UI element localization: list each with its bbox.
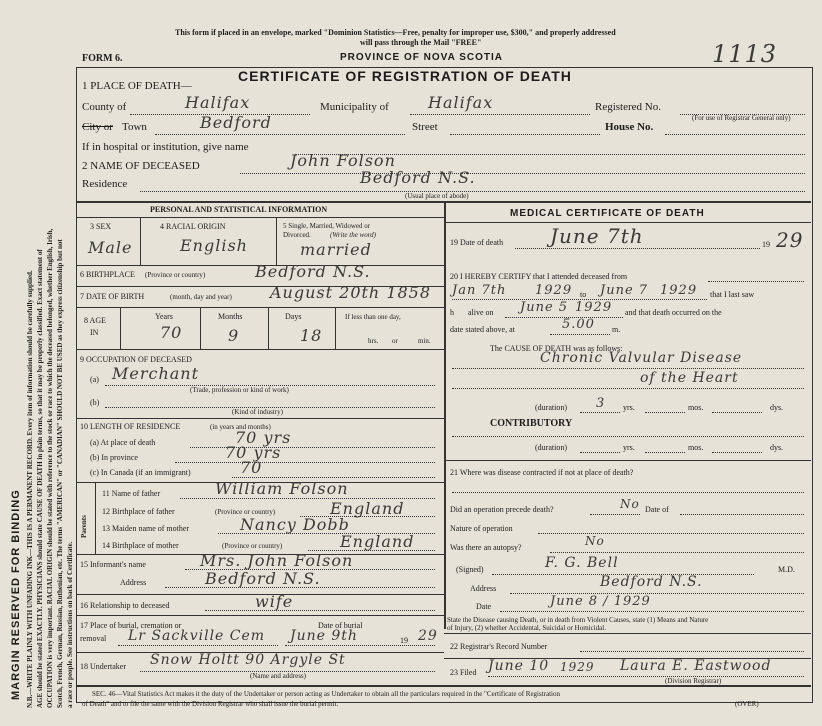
footer-line-2: of Death" and to file the same with the Division Registrar who shall issue the burial permit. bbox=[82, 700, 339, 708]
attended-to-value: June 7 bbox=[600, 283, 649, 298]
father-name-value: William Folson bbox=[215, 479, 349, 498]
town-value: Bedford bbox=[200, 113, 272, 132]
dob-note: (month, day and year) bbox=[170, 293, 232, 301]
undertaker-note: (Name and address) bbox=[250, 672, 306, 680]
mail-notice-line1: This form if placed in an envelope, marked "Dominion Statistics—Free, penalty for improper use, $300," and properly addressed bbox=[175, 28, 616, 37]
father-birth-note: (Province or country) bbox=[215, 508, 276, 516]
alive-pronoun: h bbox=[450, 308, 454, 317]
residence-c-label: (c) In Canada (if an immigrant) bbox=[90, 468, 191, 477]
operation-value: No bbox=[620, 497, 640, 511]
days-value: 18 bbox=[300, 326, 323, 345]
signed-label: (Signed) bbox=[456, 565, 484, 574]
yrs-2-label: yrs. bbox=[623, 443, 635, 452]
father-birth-value: England bbox=[330, 499, 405, 518]
operation-label: Did an operation precede death? bbox=[450, 505, 554, 514]
margin-instructions-line: Scotch, French, German, Russian, Ruthenian, etc. The terms "AMERICAN" or "CANADIAN" SHOULD NOT BE USED as they express citizenship but not bbox=[56, 239, 64, 708]
dob-value: August 20th 1858 bbox=[270, 283, 432, 302]
date-of-burial-label: Date of burial bbox=[318, 621, 363, 630]
yrs-label: yrs. bbox=[623, 403, 635, 412]
street-label: Street bbox=[412, 121, 438, 133]
margin-instructions-line: AGE should be stated EXACTLY. PHYSICIANS should state CAUSE OF DEATH in plain terms, so that it may be properly classified. Exact statement of bbox=[36, 249, 44, 708]
or-label: or bbox=[392, 337, 398, 345]
margin-instructions-line: a race or people. See instructions on back of Certificate. bbox=[66, 541, 74, 708]
margin-instructions-line: N.B.—WRITE PLAINLY WITH UNFADING INK—THIS IS A PERMANENT RECORD. Every item of information should be carefully supplied. bbox=[26, 270, 34, 708]
residence-a-label: (a) At place of death bbox=[90, 438, 156, 447]
parents-label: Parents bbox=[80, 515, 88, 538]
residence-length-note: (in years and months) bbox=[210, 423, 271, 431]
county-value: Halifax bbox=[185, 93, 251, 112]
certify-label: 20 I HEREBY CERTIFY that I attended deceased from bbox=[450, 272, 628, 281]
burial-year-prefix: 19 bbox=[400, 636, 408, 645]
attended-from-value: Jan 7th bbox=[452, 283, 507, 298]
to-label: to bbox=[580, 290, 587, 299]
registrar-record-label: 22 Registrar's Record Number bbox=[450, 642, 548, 651]
date-of-death-value: June 7th bbox=[550, 224, 644, 248]
residence-label: Residence bbox=[82, 178, 128, 190]
md-label: M.D. bbox=[778, 565, 795, 574]
months-label: Months bbox=[218, 312, 243, 321]
mother-birth-label: 14 Birthplace of mother bbox=[102, 541, 179, 550]
years-value: 70 bbox=[160, 323, 183, 342]
deceased-name-value: John Folson bbox=[290, 151, 396, 170]
father-name-label: 11 Name of father bbox=[102, 489, 161, 498]
mos-2-label: mos. bbox=[688, 443, 704, 452]
marital-label: 5 Single, Married, Widowed or bbox=[283, 222, 371, 230]
mother-birth-value: England bbox=[340, 532, 415, 551]
relationship-label: 16 Relationship to deceased bbox=[80, 601, 170, 610]
medical-date-value: June 8 / 1929 bbox=[550, 594, 651, 609]
date-of-death-year-suffix: 29 bbox=[776, 228, 804, 252]
burial-year-suffix: 29 bbox=[418, 628, 438, 644]
attended-to-year: 1929 bbox=[660, 283, 698, 298]
years-label: Years bbox=[155, 312, 173, 321]
occupation-label: 9 OCCUPATION OF DECEASED bbox=[80, 355, 192, 364]
residence-note: (Usual place of abode) bbox=[405, 192, 469, 200]
duration-2-label: (duration) bbox=[535, 443, 567, 452]
occupation-b-note: (Kind of industry) bbox=[232, 408, 283, 416]
nature-operation-label: Nature of operation bbox=[450, 524, 513, 533]
occupation-b: (b) bbox=[90, 398, 100, 407]
province-heading: PROVINCE OF NOVA SCOTIA bbox=[340, 52, 504, 63]
house-no-label: House No. bbox=[605, 121, 654, 133]
county-label: County of bbox=[82, 101, 127, 113]
date-of-death-year-prefix: 19 bbox=[762, 240, 770, 249]
time-of-death-value: 5.00 bbox=[562, 317, 595, 332]
birthplace-value: Bedford N.S. bbox=[255, 262, 371, 281]
cause-label: The CAUSE OF DEATH was as follows: bbox=[490, 344, 623, 353]
less-than-day: If less than one day, bbox=[345, 313, 401, 321]
registered-no-note: (For use of Registrar General only) bbox=[692, 114, 791, 122]
alive-on-year: 1929 bbox=[575, 300, 613, 315]
birthplace-note: (Province or country) bbox=[145, 271, 206, 279]
last-saw-label: that I last saw bbox=[710, 290, 755, 299]
occupation-a: (a) bbox=[90, 375, 99, 384]
deceased-name-label: 2 NAME OF DECEASED bbox=[82, 160, 200, 172]
registrar-signature: Laura E. Eastwood bbox=[620, 658, 772, 674]
personal-heading: PERSONAL AND STATISTICAL INFORMATION bbox=[150, 205, 328, 214]
violent-note-1: State the Disease causing Death, or in death from Violent Causes, state (1) Means and Nature bbox=[447, 616, 709, 624]
occupation-a-note: (Trade, profession or kind of work) bbox=[190, 386, 289, 394]
form-number: FORM 6. bbox=[82, 53, 123, 64]
marital-label-2: Divorced. bbox=[283, 231, 311, 239]
informant-address-label: Address bbox=[120, 578, 147, 587]
margin-instructions-line: OCCUPATION is very important. RACIAL ORIGIN should be stated with reference to the stock or race to which the deceased belonged, whether English, Irish, bbox=[46, 228, 54, 708]
city-label: City or bbox=[82, 121, 113, 133]
autopsy-label: Was there an autopsy? bbox=[450, 543, 522, 552]
death-occurred-label: and that death occurred on the bbox=[625, 308, 722, 317]
violent-note-2: of Injury, (2) whether Accidental, Suicidal or Homicidal. bbox=[447, 624, 606, 632]
months-value: 9 bbox=[228, 326, 240, 345]
racial-value: English bbox=[180, 236, 248, 255]
sex-label: 3 SEX bbox=[90, 222, 112, 231]
margin-reserved-label: MARGIN RESERVED FOR BINDING bbox=[10, 489, 22, 700]
residence-b-value: 70 yrs bbox=[225, 443, 282, 462]
racial-label: 4 RACIAL ORIGIN bbox=[160, 222, 226, 231]
residence-length-label: 10 LENGTH OF RESIDENCE bbox=[80, 422, 181, 431]
municipality-value: Halifax bbox=[428, 93, 494, 112]
filed-label: 23 Filed bbox=[450, 668, 477, 677]
hrs-label: hrs. bbox=[368, 337, 379, 345]
alive-on-value: June 5 bbox=[520, 300, 569, 315]
mother-name-value: Nancy Dobb bbox=[240, 515, 350, 534]
medical-address-value: Bedford N.S. bbox=[600, 574, 703, 590]
mother-name-label: 13 Maiden name of mother bbox=[102, 524, 190, 533]
undertaker-label: 18 Undertaker bbox=[80, 662, 126, 671]
medical-heading: MEDICAL CERTIFICATE OF DEATH bbox=[510, 208, 705, 219]
marital-value: married bbox=[300, 240, 372, 259]
filed-date-value: June 10 bbox=[488, 658, 550, 674]
registered-no-label: Registered No. bbox=[595, 101, 661, 113]
filed-year-value: 1929 bbox=[560, 660, 595, 674]
corner-number: 1113 bbox=[712, 40, 778, 68]
residence-value: Bedford N.S. bbox=[360, 168, 476, 187]
cause-line-2: of the Heart bbox=[640, 370, 739, 386]
duration-years-value: 3 bbox=[596, 396, 606, 411]
undertaker-value: Snow Holtt 90 Argyle St bbox=[150, 652, 346, 668]
autopsy-value: No bbox=[585, 534, 605, 548]
contracted-label: 21 Where was disease contracted if not at place of death? bbox=[450, 468, 634, 477]
birthplace-label: 6 BIRTHPLACE bbox=[80, 270, 135, 279]
residence-c-value: 70 bbox=[240, 458, 263, 477]
municipality-label: Municipality of bbox=[320, 101, 389, 113]
marital-note: (Write the word) bbox=[330, 231, 377, 239]
age-label: 8 AGE bbox=[84, 316, 106, 325]
days-label: Days bbox=[285, 312, 302, 321]
burial-place-value: Lr Sackville Cem bbox=[128, 628, 266, 644]
dob-label: 7 DATE OF BIRTH bbox=[80, 292, 145, 301]
mother-birth-note: (Province or country) bbox=[222, 542, 283, 550]
burial-label: 17 Place of burial, cremation or bbox=[80, 621, 182, 630]
duration-label: (duration) bbox=[535, 403, 567, 412]
dys-label: dys. bbox=[770, 403, 784, 412]
medical-date-label: Date bbox=[476, 602, 492, 611]
sex-value: Male bbox=[88, 238, 133, 257]
age-label-in: IN bbox=[90, 328, 99, 337]
town-label: Town bbox=[122, 121, 147, 133]
footer-line-1: SEC. 46—Vital Statistics Act makes it the duty of the Undertaker or person acting as Undertaker to obtain all the particulars required in the "Certificate of Registration bbox=[92, 690, 561, 698]
contributory-label: CONTRIBUTORY bbox=[490, 418, 573, 429]
operation-date-label: Date of bbox=[645, 505, 669, 514]
residence-a-value: 70 yrs bbox=[235, 428, 292, 447]
attended-from-year: 1929 bbox=[535, 283, 573, 298]
residence-b-label: (b) In province bbox=[90, 453, 138, 462]
mail-notice-line2: will pass through the Mail "FREE" bbox=[360, 38, 482, 47]
medical-address-label: Address bbox=[470, 584, 497, 593]
date-of-death-label: 19 Date of death bbox=[450, 238, 504, 247]
occupation-a-value: Merchant bbox=[112, 364, 200, 383]
date-stated-label: date stated above, at bbox=[450, 325, 515, 334]
informant-label: 15 Informant's name bbox=[80, 560, 146, 569]
father-birth-label: 12 Birthplace of father bbox=[102, 507, 175, 516]
relationship-value: wife bbox=[255, 592, 294, 611]
cause-line-1: Chronic Valvular Disease bbox=[540, 350, 743, 366]
informant-value: Mrs. John Folson bbox=[200, 551, 354, 570]
footer-over: (OVER) bbox=[735, 700, 759, 708]
removal-label: removal bbox=[80, 634, 107, 643]
hospital-label: If in hospital or institution, give name bbox=[82, 141, 249, 153]
certificate-title: CERTIFICATE OF REGISTRATION OF DEATH bbox=[238, 68, 572, 84]
alive-on-label: alive on bbox=[468, 308, 494, 317]
signed-value: F. G. Bell bbox=[545, 555, 619, 571]
place-of-death-heading: 1 PLACE OF DEATH— bbox=[82, 80, 192, 92]
mos-label: mos. bbox=[688, 403, 704, 412]
informant-address-value: Bedford N.S. bbox=[205, 569, 321, 588]
am-pm-label: m. bbox=[612, 325, 621, 334]
min-label: min. bbox=[418, 337, 431, 345]
division-registrar-note: (Division Registrar) bbox=[665, 677, 722, 685]
dys-2-label: dys. bbox=[770, 443, 784, 452]
burial-date-value: June 9th bbox=[290, 628, 358, 644]
